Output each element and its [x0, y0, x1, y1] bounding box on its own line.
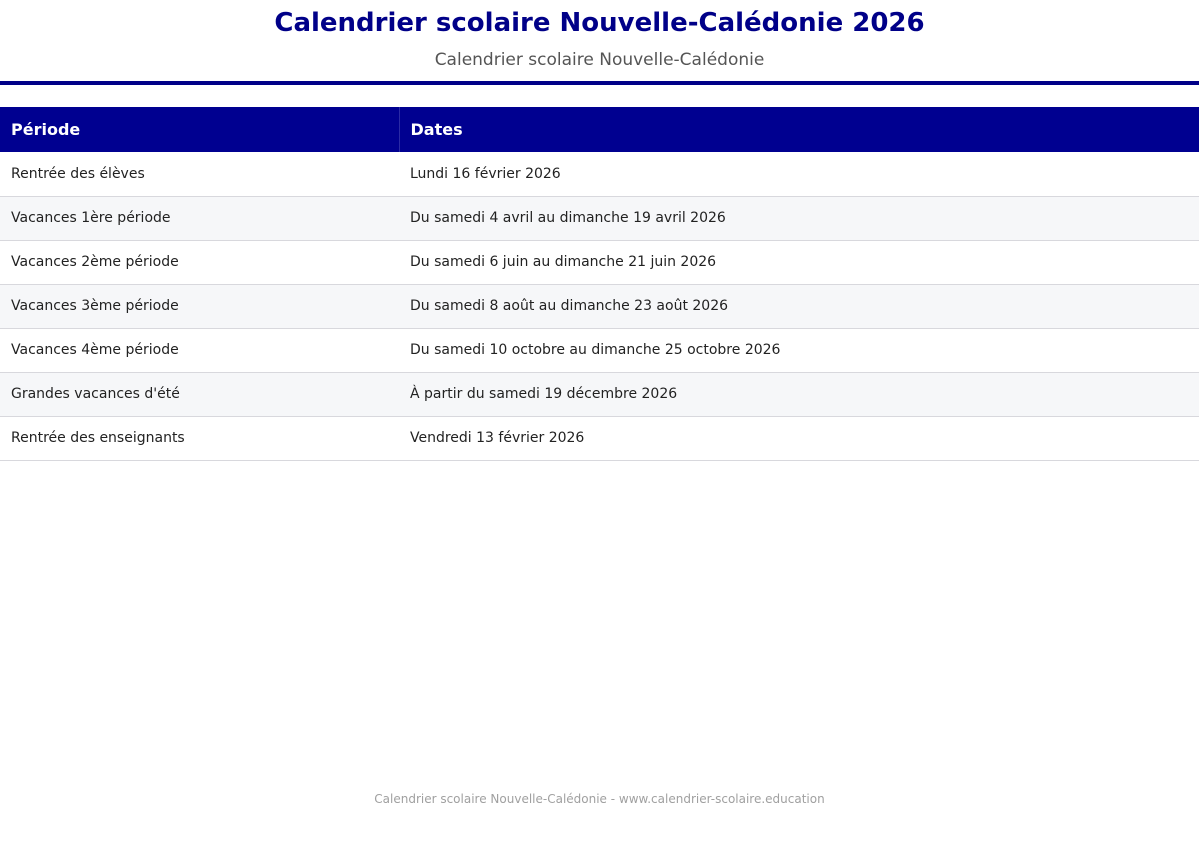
table-header-row — [0, 107, 1199, 152]
table-row — [0, 284, 1199, 328]
cell-periode: Grandes vacances d'été — [0, 372, 399, 416]
page-header — [0, 0, 1199, 82]
cell-dates: Lundi 16 février 2026 — [399, 152, 1199, 196]
cell-dates: Du samedi 10 octobre au dimanche 25 octobre 2026 — [399, 328, 1199, 372]
page-footer: Calendrier scolaire Nouvelle-Calédonie - www.calendrier-scolaire.education — [374, 792, 825, 806]
column-header-periode: Période — [0, 107, 399, 152]
cell-dates: Vendredi 13 février 2026 — [399, 416, 1199, 460]
table-body — [0, 152, 1199, 460]
cell-periode: Vacances 1ère période — [0, 196, 399, 240]
cell-periode: Rentrée des élèves — [0, 152, 399, 196]
table-header — [0, 107, 1199, 152]
cell-dates: À partir du samedi 19 décembre 2026 — [399, 372, 1199, 416]
cell-dates: Du samedi 6 juin au dimanche 21 juin 2026 — [399, 240, 1199, 284]
cell-periode: Rentrée des enseignants — [0, 416, 399, 460]
page-title: Calendrier scolaire Nouvelle-Calédonie 2026 — [274, 8, 925, 38]
table-row — [0, 416, 1199, 460]
table-row — [0, 152, 1199, 196]
column-header-dates: Dates — [399, 107, 1199, 152]
table-row — [0, 328, 1199, 372]
table-row — [0, 196, 1199, 240]
table-row — [0, 372, 1199, 416]
header-divider — [0, 81, 1199, 85]
page-subtitle: Calendrier scolaire Nouvelle-Calédonie — [434, 50, 765, 70]
school-calendar-table — [0, 107, 1199, 461]
cell-periode: Vacances 2ème période — [0, 240, 399, 284]
cell-periode: Vacances 3ème période — [0, 284, 399, 328]
table-row — [0, 240, 1199, 284]
cell-dates: Du samedi 4 avril au dimanche 19 avril 2026 — [399, 196, 1199, 240]
cell-periode: Vacances 4ème période — [0, 328, 399, 372]
cell-dates: Du samedi 8 août au dimanche 23 août 2026 — [399, 284, 1199, 328]
